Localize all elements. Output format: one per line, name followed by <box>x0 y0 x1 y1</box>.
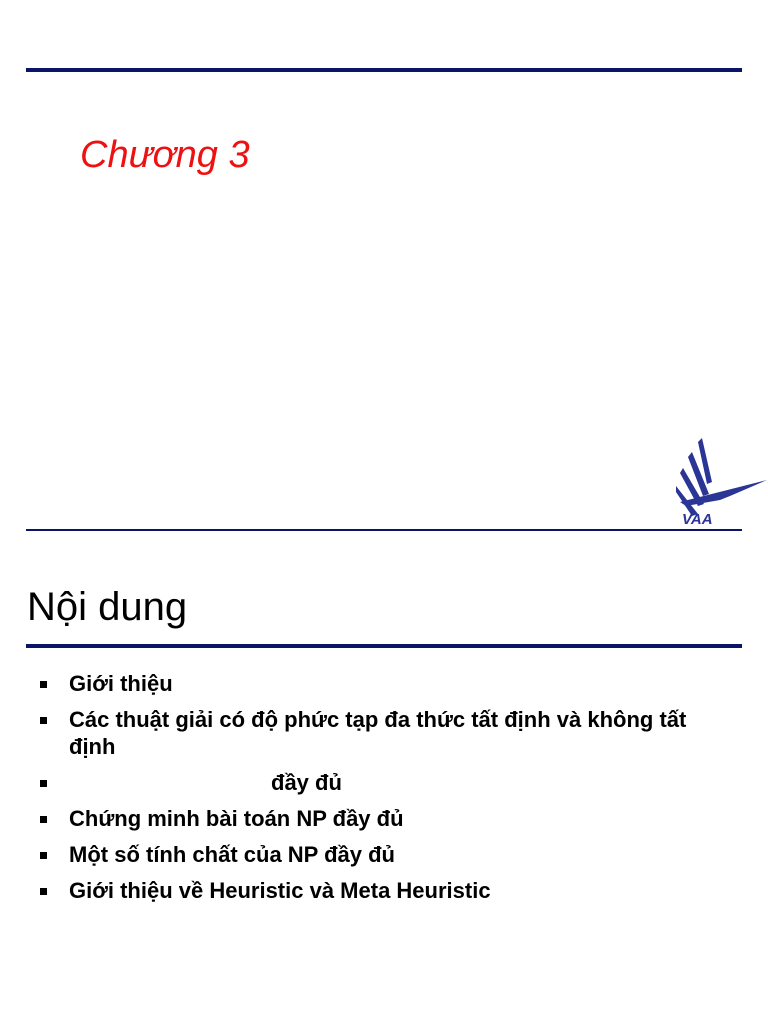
top-divider <box>26 68 742 72</box>
list-item <box>40 805 700 832</box>
bullet-icon <box>40 780 47 787</box>
list-item <box>40 670 700 697</box>
list-item <box>40 841 700 868</box>
vaa-logo <box>676 438 768 528</box>
list-item-text: Giới thiệu về Heuristic và Meta Heuristic <box>69 878 491 903</box>
list-item <box>40 706 700 760</box>
logo-text: VAA <box>682 511 713 528</box>
bullet-icon <box>40 717 47 724</box>
list-item <box>40 769 700 796</box>
list-item-text: đầy đủ <box>271 770 342 795</box>
title-underline <box>26 644 742 648</box>
bullet-icon <box>40 888 47 895</box>
bullet-icon <box>40 681 47 688</box>
content-list <box>40 670 700 913</box>
list-item-text: Các thuật giải có độ phức tạp đa thức tất định và không tất định <box>69 707 687 759</box>
list-item-text: Chứng minh bài toán NP đầy đủ <box>69 806 404 831</box>
bullet-icon <box>40 852 47 859</box>
chapter-title: Chương 3 <box>80 134 250 176</box>
section-title: Nội dung <box>27 585 188 629</box>
slide-divider <box>26 529 742 531</box>
list-item <box>40 877 700 904</box>
list-item-text: Một số tính chất của NP đầy đủ <box>69 842 395 867</box>
list-item-text: Giới thiệu <box>69 671 173 696</box>
bullet-icon <box>40 816 47 823</box>
